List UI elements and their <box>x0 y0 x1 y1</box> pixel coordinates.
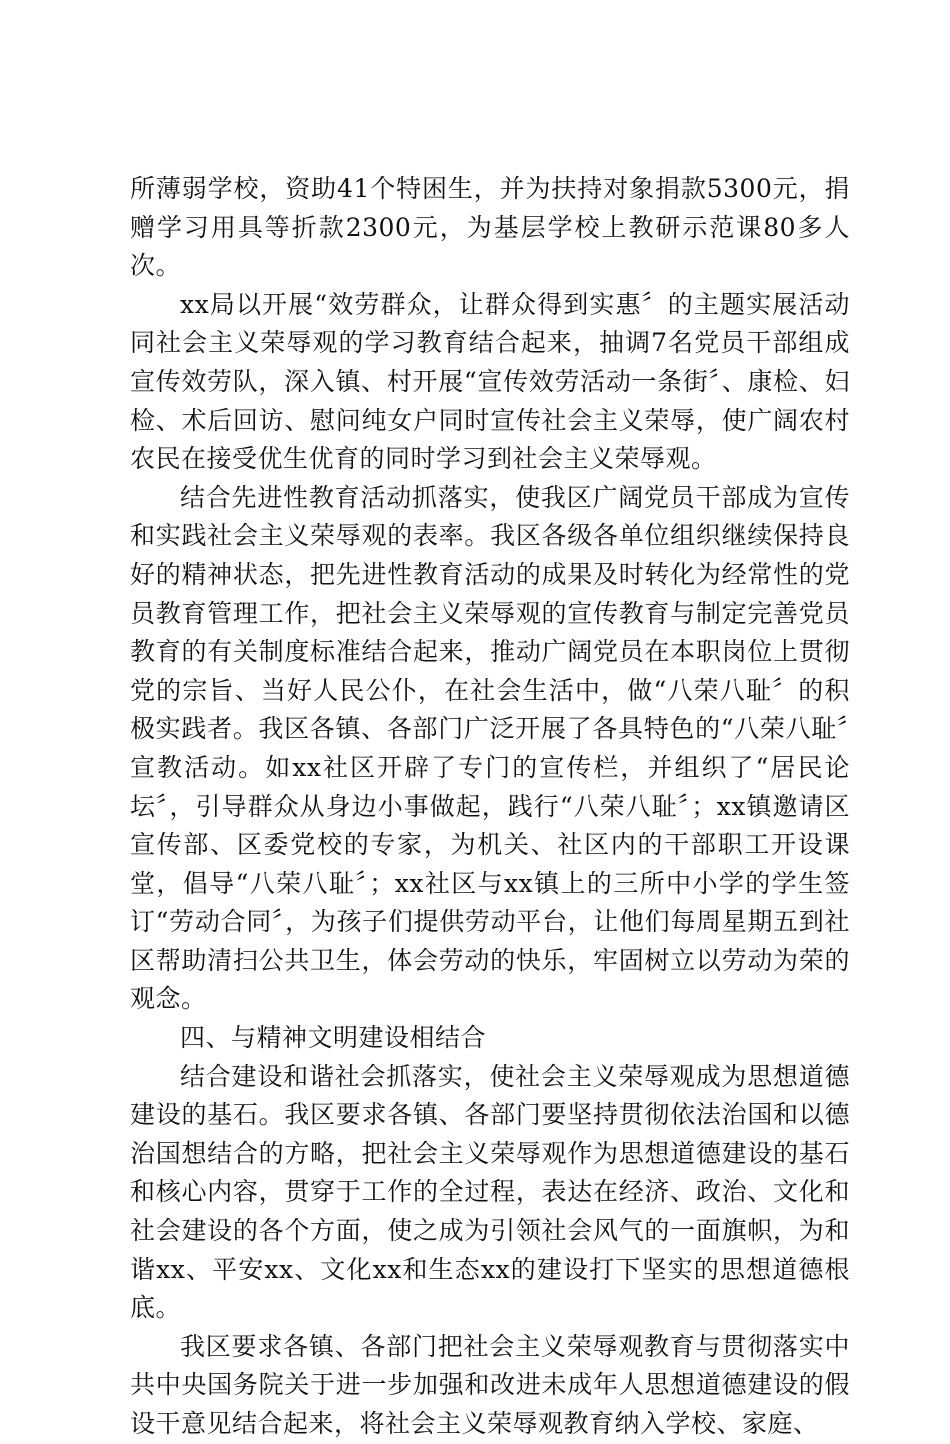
document-body <box>130 170 850 1444</box>
paragraph-advanced-education: 结合先进性教育活动抓落实，使我区广阔党员干部成为宣传和实践社会主义荣辱观的表率。我区各级各单位组织继续保持良好的精神状态，把先进性教育活动的成果及时转化为经常性的党员教育管理工作，把社会主义荣辱观的宣传教育与制定完善党员教育的有关制度标准结合起来，推动广阔党员在本职岗位上贯彻党的宗旨、当好人民公仆，在社会生活中，做“八荣八耻〞的积极实践者。我区各镇、各部门广泛开展了各具特色的“八荣八耻〞宣教活动。如xx社区开辟了专门的宣传栏，并组织了“居民论坛〞，引导群众从身边小事做起，践行“八荣八耻〞；xx镇邀请区宣传部、区委党校的专家，为机关、社区内的干部职工开设课堂，倡导“八荣八耻〞；xx社区与xx镇上的三所中小学的学生签订“劳动合同〞，为孩子们提供劳动平台，让他们每周星期五到社区帮助清扫公共卫生，体会劳动的快乐，牢固树立以劳动为荣的观念。 <box>130 482 850 1014</box>
paragraph-harmonious-society: 结合建设和谐社会抓落实，使社会主义荣辱观成为思想道德建设的基石。我区要求各镇、各部门要坚持贯彻依法治国和以德治国想结合的方略，把社会主义荣辱观作为思想道德建设的基石和核心内容，贯穿于工作的全过程，表达在经济、政治、文化和社会建设的各个方面，使之成为引领社会风气的一面旗帜，为和谐xx、平安xx、文化xx和生态xx的建设打下坚实的思想道德根底。 <box>130 1061 850 1323</box>
paragraph-continuation: 所薄弱学校，资助41个特困生，并为扶持对象捐款5300元，捐赠学习用具等折款2300元，为基层学校上教研示范课80多人次。 <box>130 174 850 281</box>
section-heading-four: 四、与精神文明建设相结合 <box>180 1023 487 1053</box>
paragraph-xx-bureau-service: xx局以开展“效劳群众，让群众得到实惠〞的主题实展活动同社会主义荣辱观的学习教育结合起来，抽调7名党员干部组成宣传效劳队，深入镇、村开展“宣传效劳活动一条街〞、康检、妇检、术后回访、慰问纯女户同时宣传社会主义荣辱，使广阔农村农民在接受优生优育的同时学习到社会主义荣辱观。 <box>130 289 850 474</box>
paragraph-minors-moral-education: 我区要求各镇、各部门把社会主义荣辱观教育与贯彻落实中共中央国务院关于进一步加强和改进未成年人思想道德建设的假设干意见结合起来，将社会主义荣辱观教育纳入学校、家庭、 <box>130 1331 850 1438</box>
